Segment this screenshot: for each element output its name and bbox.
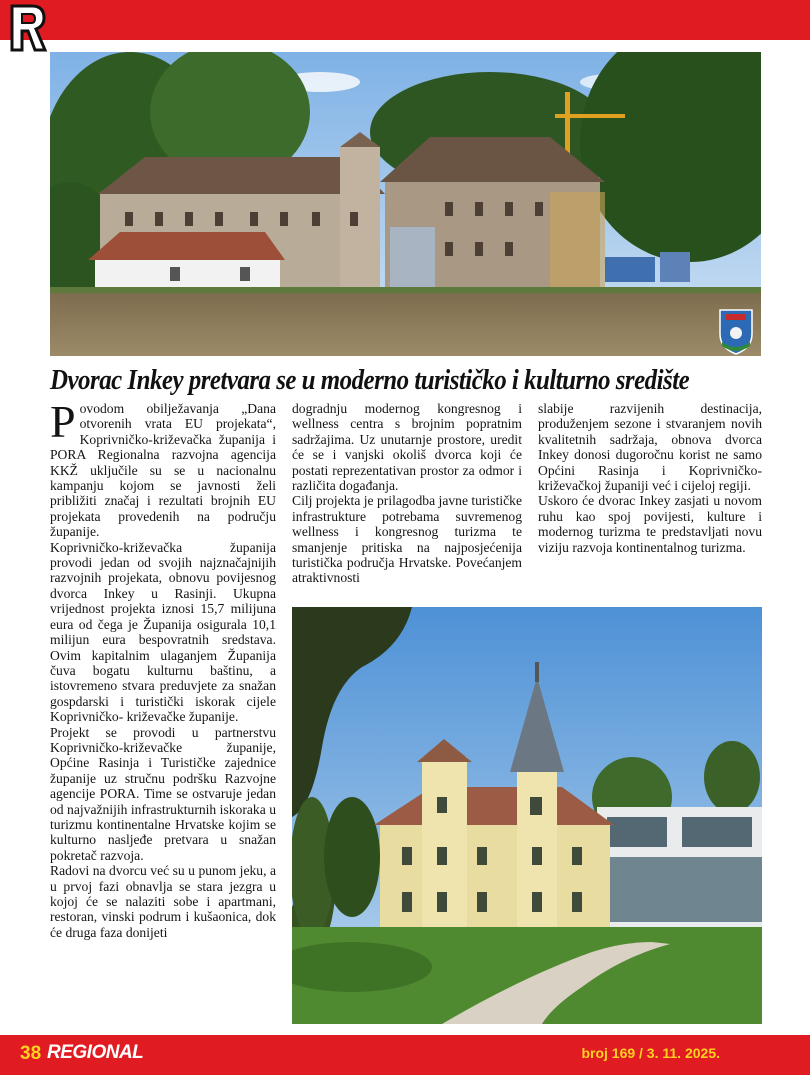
koprivnica-krizevci-coat-of-arms-icon xyxy=(720,310,752,354)
castle-renovation-render-image xyxy=(292,607,762,1024)
castle-before-renovation-photo xyxy=(50,52,761,356)
paragraph: Projekt se provodi u partnerstvu Koprivničko-križevačke županije, Općine Rasinja i Turističke zajednice županije uz stručnu podršku Razvojne agencije PORA. Time se ostvaruje jedan od najvažnijih infrastrukturnih iskoraka u turizmu kontinentalne Hrvatske kojim se kulturno nasljeđe pretvara u snažan pokretač razvoja. xyxy=(50,724,276,863)
paragraph: dogradnju modernog kongresnog i wellness centra s brojnim popratnim sadržajima. Uz unutarnje prostore, uredit će se i vanjski okoliš dvorca koji će postati reprezentativan prostor za odmor i različita događanja. xyxy=(292,401,522,494)
top-red-bar xyxy=(0,0,810,40)
paragraph: Koprivničko-križevačka županija provodi jedan od svojih najznačajnijih razvojnih projekata, obnovu povijesnog dvorca Inkey u Rasinji. Ukupna vrijednost projekta iznosi 15,7 milijuna eura od čega je Županija osigurala 10,1 milijun eura bespovratnih sredstava. Ovim kapitalnim ulaganjem Županija čuva bogatu kulturnu baštinu, a istovremeno stvara preduvjete za snažan gospdarski i turistički iskorak cijele Koprivničko- križevačke županije. xyxy=(50,539,276,725)
article-column-3 xyxy=(538,401,762,555)
article-column-1 xyxy=(50,396,276,940)
paragraph: Radovi na dvorcu već su u punom jeku, a u prvoj fazi obnavlja se stara jezgra u kojoj će se nalaziti sobe i apartmani, restoran, vinski podrum i kušaonica, dok će druga faza donijeti xyxy=(50,863,276,940)
article-headline: Dvorac Inkey pretvara se u moderno turističko i kulturno središte xyxy=(50,364,690,396)
article-column-2 xyxy=(292,401,522,586)
paragraph: ovodom obilježavanja „Dana otvorenih vrata EU projekata“, Koprivničko-križevačka županija i PORA Regionalna razvojna agencija KKŽ uključile su se u nacionalnu kampanju kojom se javnosti želi približiti značaj i rezultati brojnih EU projekata provedenih na području županije. xyxy=(50,401,276,540)
regional-r-logo-icon xyxy=(8,0,48,54)
paragraph: Cilj projekta je prilagodba javne turističke infrastrukture potrebama suvremenog wellness i kongresnog turizma te smanjenje pritiska na najposjećenija turistička područja Hrvatske. Povećanjem atraktivnosti xyxy=(292,493,522,586)
issue-date: broj 169 / 3. 11. 2025. xyxy=(581,1045,720,1061)
regional-brand-logo: REGIONAL xyxy=(47,1042,144,1063)
dropcap-letter: P xyxy=(50,396,76,447)
paragraph: Uskoro će dvorac Inkey zasjati u novom ruhu kao spoj povijesti, kulture i modernog turizma te predstavljati novu viziju razvoja kontinentalnog turizma. xyxy=(538,493,762,555)
page-number: 38 xyxy=(20,1043,42,1064)
paragraph: slabije razvijenih destinacija, produženjem sezone i stvaranjem novih kvalitetnih sadržaja, obnova dvorca Inkey donosi dugoročnu korist ne samo Općini Rasinja i Koprivničko-križevačkoj županiji već i cijeloj regiji. xyxy=(538,401,762,494)
